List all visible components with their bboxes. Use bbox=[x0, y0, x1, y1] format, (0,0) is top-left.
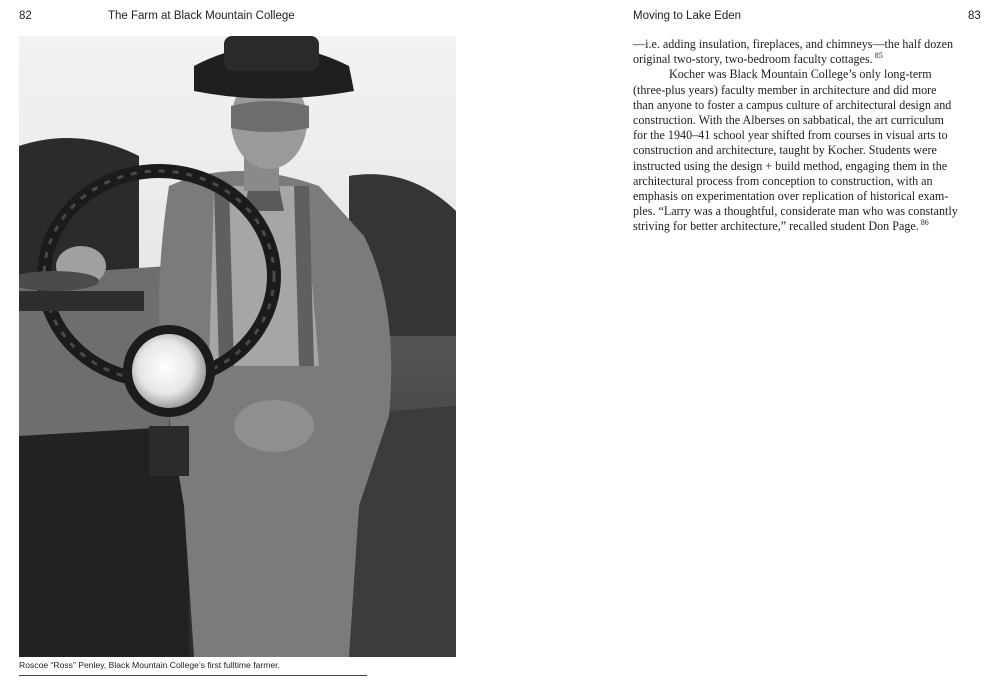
body-line: —i.e. adding insulation, fireplaces, and chimneys—the half dozen bbox=[633, 37, 954, 51]
right-page-number: 83 bbox=[968, 10, 981, 22]
body-line: striving for better architecture,” recalled student Don Page. $^{86}$ bbox=[633, 218, 929, 234]
body-line: construction. With the Alberses on sabbatical, the art curriculum bbox=[633, 113, 944, 128]
footnote-marker: 86 bbox=[920, 218, 929, 228]
left-running-title: The Farm at Black Mountain College bbox=[108, 10, 295, 22]
farmer-photo bbox=[19, 36, 456, 657]
footnote-marker: 85 bbox=[874, 51, 883, 61]
caption-rule bbox=[19, 675, 367, 676]
body-line: ples. “Larry was a thoughtful, considerate man who was constantly bbox=[633, 204, 958, 219]
body-line: (three-plus years) faculty member in architecture and did more bbox=[633, 82, 937, 97]
body-text bbox=[633, 37, 973, 235]
right-running-title: Moving to Lake Eden bbox=[633, 10, 742, 22]
body-line: Kocher was Black Mountain College’s only long-term bbox=[669, 67, 932, 82]
left-page-number: 82 bbox=[19, 10, 32, 22]
body-line: original two-story, two-bedroom faculty cottages. $^{85}$ bbox=[633, 51, 883, 67]
photo-caption: Roscoe “Ross” Penley, Black Mountain College’s first fulltime farmer. bbox=[19, 660, 280, 670]
body-line: instructed using the design + build method, engaging them in the bbox=[633, 158, 948, 173]
body-line: for the 1940–41 school year shifted from courses in visual arts to bbox=[633, 128, 948, 143]
body-line: emphasis on experimentation over replication of historical exam- bbox=[633, 189, 949, 204]
body-line: than anyone to foster a campus culture of architectural design and bbox=[633, 97, 952, 112]
body-line: construction and architecture, taught by Kocher. Students were bbox=[633, 143, 937, 158]
body-line: architectural process from conception to construction, with an bbox=[633, 173, 933, 188]
